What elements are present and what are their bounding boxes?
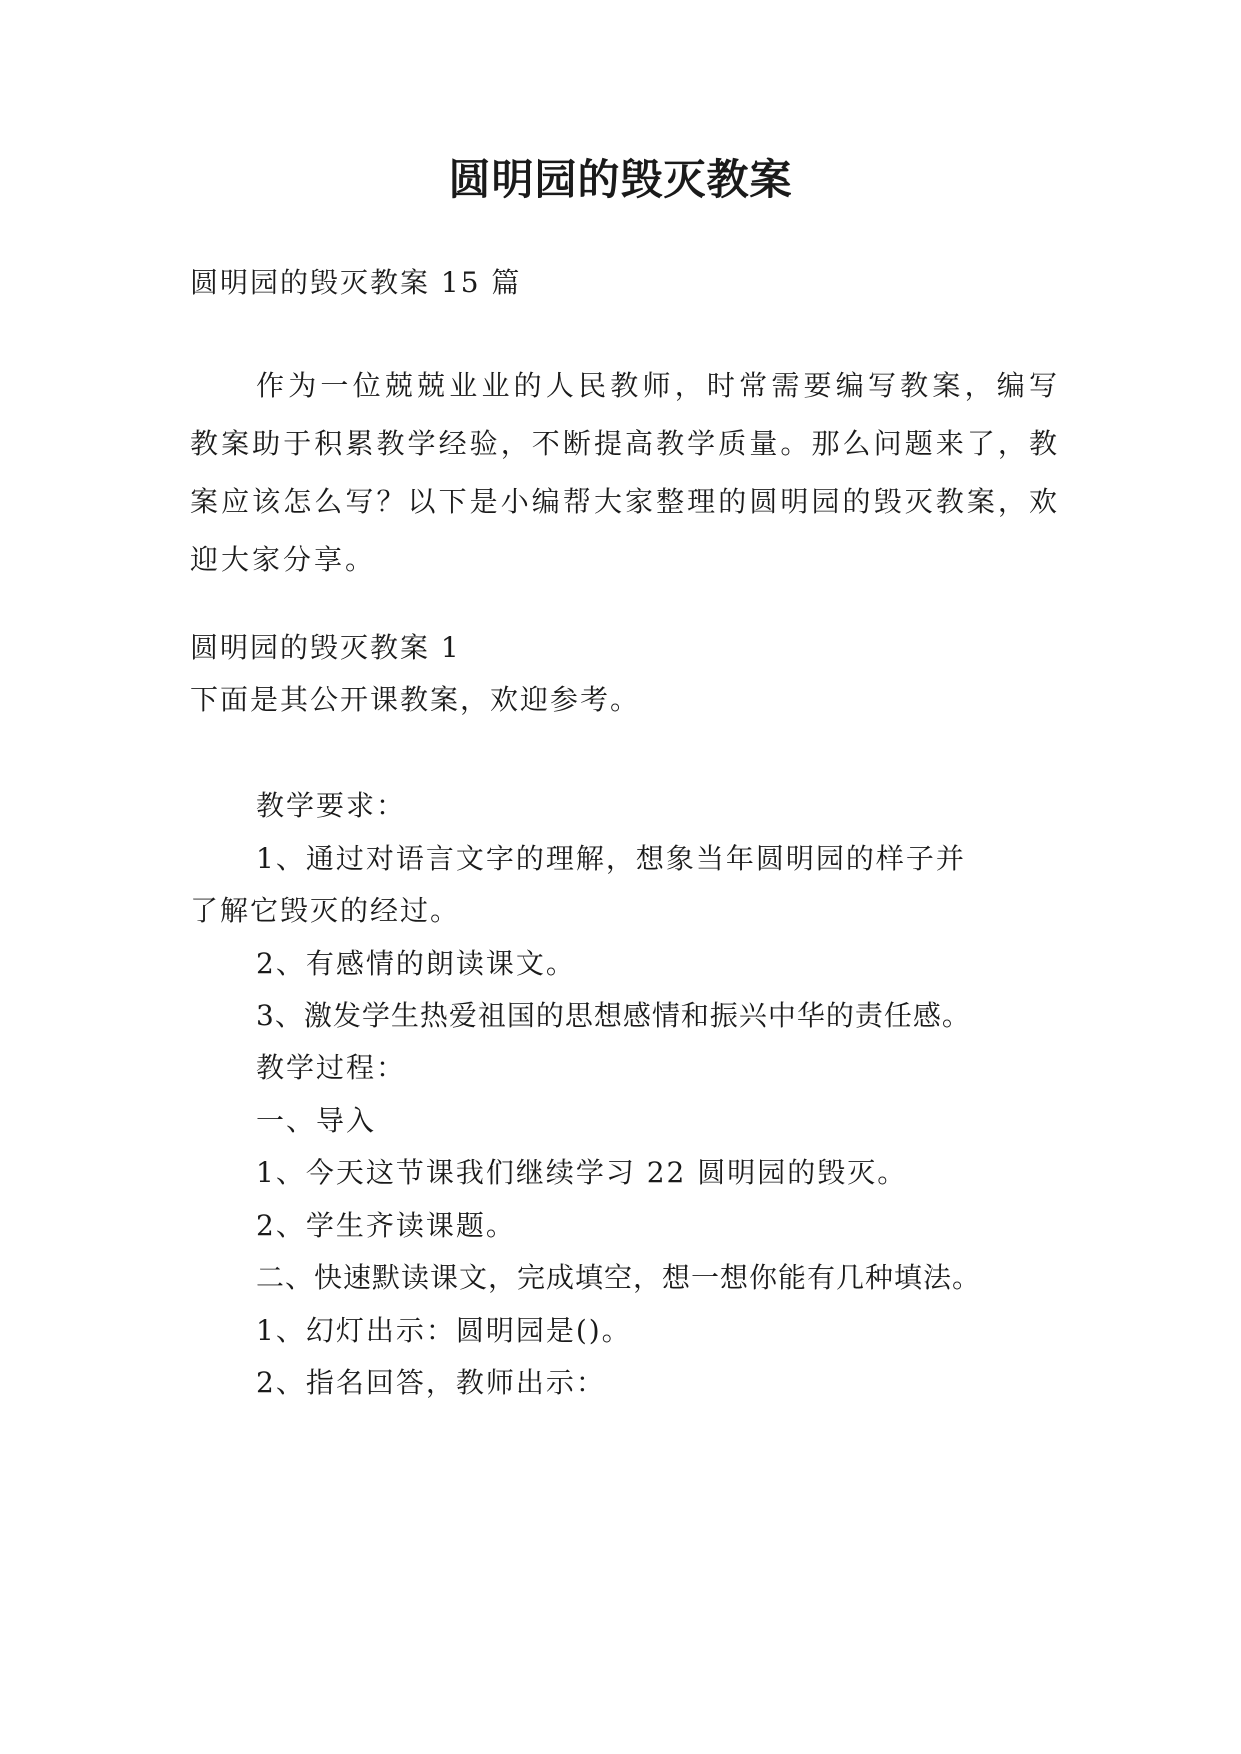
step-2-item-2: 2、指名回答，教师出示： [256,1366,606,1399]
intro-paragraph: 作为一位兢兢业业的人民教师，时常需要编写教案，编写教案助于积累教学经验，不断提高教学质量。那么问题来了，教案应该怎么写？以下是小编帮大家整理的圆明园的毁灭教案，欢迎大家分享。 [190,369,1060,576]
teaching-process-label: 教学过程： [256,1051,407,1084]
requirement-2: 2、有感情的朗读课文。 [256,947,576,980]
step-1-item-2: 2、学生齐读课题。 [256,1209,516,1242]
requirement-1-line-1: 1、通过对语言文字的理解，想象当年圆明园的样子并 [256,842,966,875]
step-2-item-1: 1、幻灯出示：圆明园是()。 [256,1314,632,1347]
section-note: 下面是其公开课教案，欢迎参考。 [190,683,641,716]
step-1-heading: 一、导入 [256,1104,377,1137]
requirement-1-line-2: 了解它毁灭的经过。 [190,894,461,927]
document-title: 圆明园的毁灭教案 [448,155,793,204]
document-subtitle: 圆明园的毁灭教案 15 篇 [190,266,522,299]
section-heading: 圆明园的毁灭教案 1 [190,631,461,664]
requirement-3: 3、激发学生热爱祖国的思想感情和振兴中华的责任感。 [256,999,971,1032]
teaching-requirements-label: 教学要求： [256,789,407,822]
step-2-heading: 二、快速默读课文，完成填空，想一想你能有几种填法。 [256,1261,982,1294]
step-1-item-1: 1、今天这节课我们继续学习 22 圆明园的毁灭。 [256,1156,908,1189]
